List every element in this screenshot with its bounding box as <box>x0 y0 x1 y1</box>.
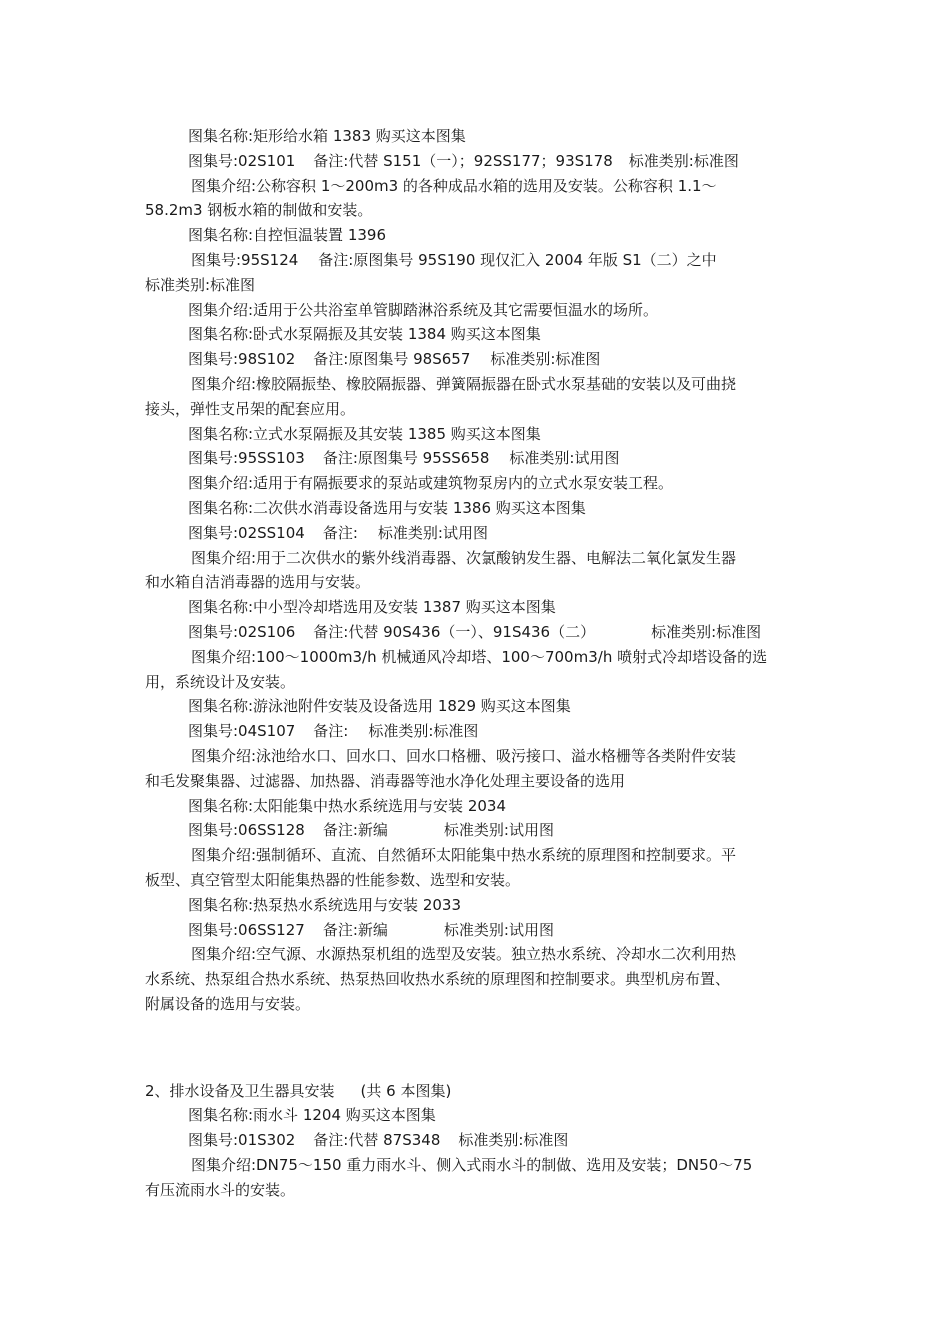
entry-number: 图集号:01S302 <box>188 1131 296 1150</box>
entry-name: 图集名称:卧式水泵隔振及其安装 1384 购买这本图集 <box>188 325 541 344</box>
entry-number: 图集号:98S102 <box>188 350 296 369</box>
section-count: (共 6 本图集) <box>360 1081 452 1100</box>
entry-category: 标准类别:标准图 <box>145 275 256 294</box>
entry-intro-cont: 附属设备的选用与安装。 <box>145 994 311 1013</box>
entry-meta <box>145 248 810 273</box>
entry-category: 标准类别:标准图 <box>458 1131 569 1150</box>
entry-name: 图集名称:自控恒温装置 1396 <box>188 226 386 245</box>
entry-intro: 图集介绍:强制循环、直流、自然循环太阳能集中热水系统的原理图和控制要求。平 <box>191 846 737 865</box>
entry-name: 图集名称:游泳池附件安装及设备选用 1829 购买这本图集 <box>188 697 571 716</box>
entry-name: 图集名称:雨水斗 1204 购买这本图集 <box>188 1106 436 1125</box>
entry-name: 图集名称:矩形给水箱 1383 购买这本图集 <box>188 127 466 145</box>
entry-note: 备注: <box>322 523 358 542</box>
entry-category: 标准类别:标准图 <box>628 151 739 170</box>
entry-intro-cont: 有压流雨水斗的安装。 <box>145 1180 296 1199</box>
entry-name: 图集名称:太阳能集中热水系统选用与安装 2034 <box>188 796 506 815</box>
entry-intro-cont: 58.2m3 钢板水箱的制做和安装。 <box>145 201 373 220</box>
entry-number: 图集号:06SS127 <box>188 920 305 939</box>
entry-note: 备注: <box>313 722 349 741</box>
entry-category: 标准类别:试用图 <box>509 449 620 468</box>
entry-category: 标准类别:试用图 <box>443 821 554 840</box>
entry-note: 备注:代替 S151（一）；92SS177；93S178 <box>313 151 613 170</box>
entry-intro: 图集介绍:用于二次供水的紫外线消毒器、次氯酸钠发生器、电解法二氧化氯发生器 <box>191 548 737 567</box>
entry-name: 图集名称:二次供水消毒设备选用与安装 1386 购买这本图集 <box>188 498 586 517</box>
entry-number: 图集号:95S124 <box>191 250 299 269</box>
entry-intro-cont: 用，系统设计及安装。 <box>145 672 296 691</box>
entry-category: 标准类别:标准图 <box>368 722 479 741</box>
entry-meta <box>145 521 810 546</box>
entry-meta <box>145 918 810 943</box>
entry-intro-cont: 接头，弹性支吊架的配套应用。 <box>145 399 356 418</box>
document-body <box>145 124 810 1203</box>
entry-name: 图集名称:立式水泵隔振及其安装 1385 购买这本图集 <box>188 424 541 443</box>
entry-intro: 图集介绍:泳池给水口、回水口、回水口格栅、吸污接口、溢水格栅等各类附件安装 <box>191 746 737 765</box>
entry-note: 备注:新编 <box>322 821 388 840</box>
entry-note: 备注:原图集号 98S657 <box>313 350 471 369</box>
entry-intro: 图集介绍:DN75～150 重力雨水斗、侧入式雨水斗的制做、选用及安装；DN50～75 <box>191 1156 753 1175</box>
entry-meta <box>145 620 810 645</box>
entry-intro-cont: 和水箱自洁消毒器的选用与安装。 <box>145 573 371 592</box>
entry-number: 图集号:02SS104 <box>188 523 305 542</box>
entry-intro: 图集介绍:橡胶隔振垫、橡胶隔振器、弹簧隔振器在卧式水泵基础的安装以及可曲挠 <box>191 374 737 393</box>
entry-name: 图集名称:中小型冷却塔选用及安装 1387 购买这本图集 <box>188 598 556 617</box>
entry-number: 图集号:04S107 <box>188 722 296 741</box>
entry-meta <box>145 719 810 744</box>
entry-note: 备注:新编 <box>322 920 388 939</box>
entry-note: 备注:代替 87S348 <box>313 1131 441 1150</box>
entry-intro: 图集介绍:适用于公共浴室单管脚踏淋浴系统及其它需要恒温水的场所。 <box>188 300 659 319</box>
entry-category: 标准类别:试用图 <box>377 523 488 542</box>
entry-note: 备注:代替 90S436（一）、91S436（二） <box>313 622 596 641</box>
entry-meta <box>145 149 810 174</box>
entry-intro: 图集介绍:空气源、水源热泵机组的选型及安装。独立热水系统、冷却水二次利用热 <box>191 945 737 964</box>
entry-number: 图集号:02S101 <box>188 151 296 170</box>
entry-intro: 图集介绍:100～1000m3/h 机械通风冷却塔、100～700m3/h 喷射式冷却塔设备的选 <box>191 647 768 666</box>
entry-number: 图集号:06SS128 <box>188 821 305 840</box>
entry-meta <box>145 446 810 471</box>
section-spacer <box>145 1017 810 1079</box>
entry-number: 图集号:95SS103 <box>188 449 305 468</box>
entry-category: 标准类别:标准图 <box>490 350 601 369</box>
entry-name: 图集名称:热泵热水系统选用与安装 2033 <box>188 895 461 914</box>
entry-intro-cont: 和毛发聚集器、过滤器、加热器、消毒器等池水净化处理主要设备的选用 <box>145 771 626 790</box>
section-title: 2、排水设备及卫生器具安装 <box>145 1081 335 1100</box>
entry-note: 备注:原图集号 95S190 现仅汇入 2004 年版 S1（二）之中 <box>318 250 717 269</box>
entry-number: 图集号:02S106 <box>188 622 296 641</box>
entry-intro: 图集介绍:适用于有隔振要求的泵站或建筑物泵房内的立式水泵安装工程。 <box>188 474 674 493</box>
entry-intro-cont: 水系统、热泵组合热水系统、热泵热回收热水系统的原理图和控制要求。典型机房布置、 <box>145 970 731 989</box>
entry-intro-cont: 板型、真空管型太阳能集热器的性能参数、选型和安装。 <box>145 870 521 889</box>
entry-meta <box>145 1128 810 1153</box>
section-heading <box>145 1079 810 1104</box>
entry-intro: 图集介绍:公称容积 1～200m3 的各种成品水箱的选用及安装。公称容积 1.1～ <box>191 176 717 195</box>
entry-note: 备注:原图集号 95SS658 <box>322 449 490 468</box>
entry-category: 标准类别:标准图 <box>651 622 762 641</box>
entry-meta <box>145 347 810 372</box>
entry-category: 标准类别:试用图 <box>443 920 554 939</box>
entry-meta <box>145 818 810 843</box>
